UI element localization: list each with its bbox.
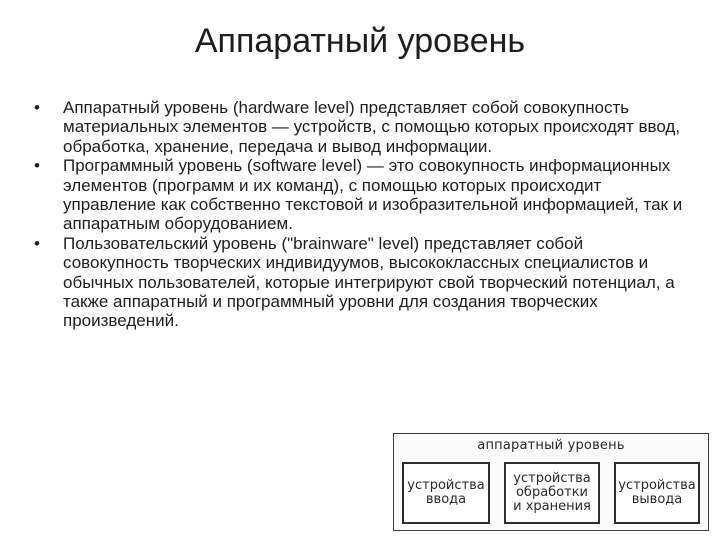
diagram-box-output-devices: устройства вывода [614, 462, 700, 524]
bullet-marker: • [34, 98, 40, 117]
bullet-item-software [30, 156, 690, 234]
hardware-level-diagram [393, 433, 709, 531]
slide-title: Аппаратный уровень [194, 22, 526, 60]
bullet-list [30, 98, 690, 331]
bullet-item-hardware [30, 98, 690, 156]
diagram-box-input-devices: устройства ввода [402, 462, 490, 524]
bullet-marker: • [34, 233, 40, 253]
diagram-box-processing-storage-devices: устройства обработки и хранения [504, 462, 600, 524]
bullet-text: Пользовательский уровень ("brainware" level) представляет собой совокупность творческих индивидуумов, высококлассных специалистов и обычных пользователей, которые интегрируют свой творческий потенциал, а также аппаратный и программный уровни для создания творческих произведений. [63, 233, 675, 331]
bullet-marker: • [34, 156, 40, 176]
diagram-title: аппаратный уровень [477, 438, 625, 453]
bullet-text: Аппаратный уровень (hardware level) представляет собой совокупность материальных элементов — устройств, с помощью которых происходят ввод, обработка, хранение, передача и вывод информации. [63, 98, 681, 156]
bullet-text: Программный уровень (software level) — это совокупность информационных элементов (программ и их команд), с помощью которых происходит управление как собственно текстовой и изобразительной информацией, так и аппаратным оборудованием. [63, 156, 683, 234]
bullet-item-brainware [30, 234, 690, 331]
